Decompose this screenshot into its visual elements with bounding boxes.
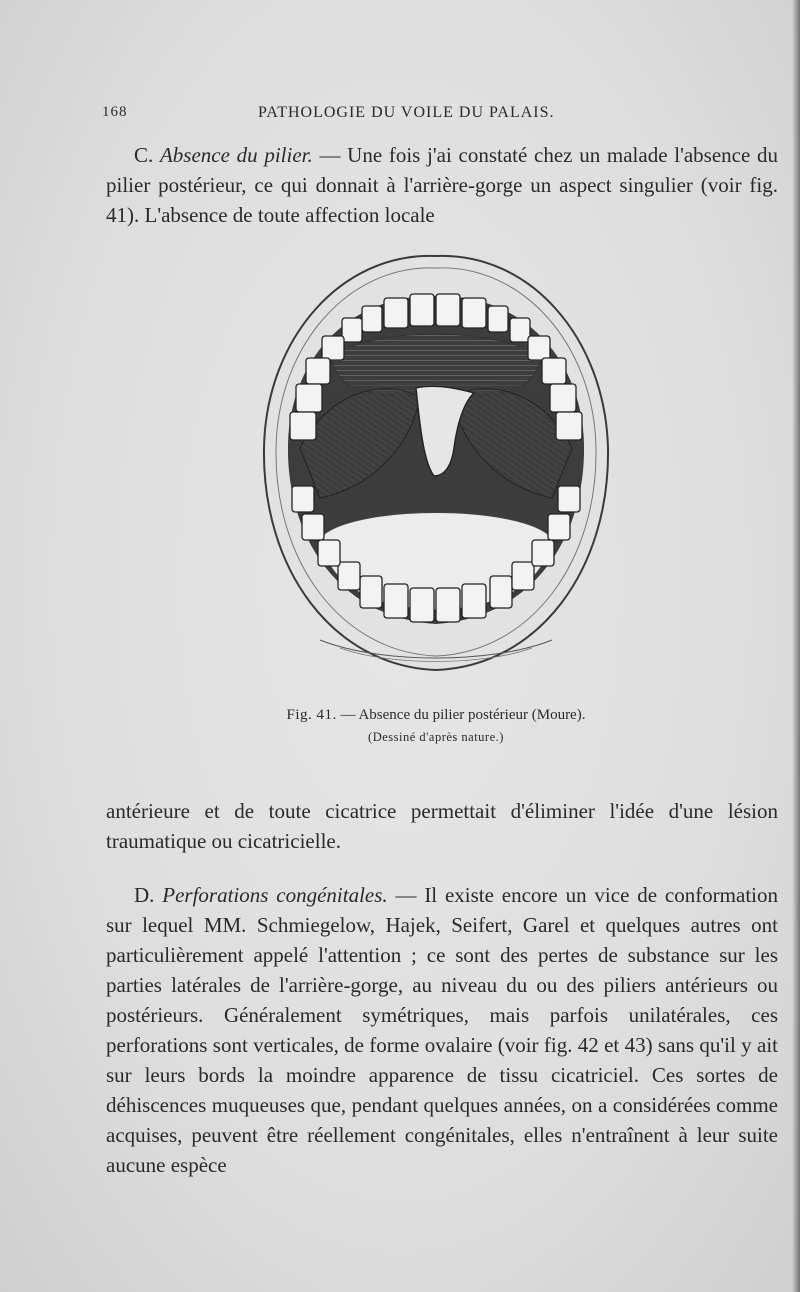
section-d-text: — Il existe encore un vice de conformation sur lequel MM. Schmiegelow, Hajek, Seifert, Garel et quelques autres ont particulièrement appelé l'attention ; ce sont des pertes de substance sur les parties latérales de l'arrière-gorge, au niveau du ou des piliers antérieurs ou postérieurs. Généralement symétriques, mais parfois unilatérales, ces perforations sont verticales, de forme ovalaire (voir fig. 42 et 43) sans qu'il y ait sur leurs bords la moindre apparence de tissu cicatriciel. Ces sortes de déhiscences muqueuses que, pendant quelques années, on a considérées comme acquises, peuvent être réellement congénitales, elles n'entraînent à leur suite aucune espèce	[106, 883, 779, 1177]
section-d-paragraph	[106, 880, 778, 1180]
section-c-title: Absence du pilier.	[159, 143, 313, 167]
figure-caption-subtitle: (Dessiné d'après nature.)	[368, 730, 504, 744]
figure-caption	[216, 704, 656, 748]
figure-caption-text: — Absence du pilier postérieur (Moure).	[336, 707, 586, 723]
running-head: PATHOLOGIE DU VOILE DU PALAIS.	[258, 104, 555, 121]
section-d-title: Perforations congénitales.	[162, 883, 388, 907]
continuation-text: antérieure et de toute cicatrice permettait d'éliminer l'idée d'une lésion traumatique ou cicatricielle.	[106, 799, 778, 853]
section-c-text: — Une fois j'ai constaté chez un malade l'absence du pilier postérieur, ce qui donnait à l'arrière-gorge un aspect singulier (voir fig. 41). L'absence de toute affection locale	[106, 143, 779, 227]
section-c-paragraph	[106, 140, 778, 230]
page-number: 168	[102, 104, 128, 120]
open-mouth-drawing	[260, 248, 612, 678]
continuation-paragraph	[106, 796, 778, 856]
page-header	[102, 98, 762, 124]
figure-label: Fig. 41.	[286, 707, 337, 723]
section-c-letter: C.	[134, 143, 154, 167]
figure-41-illustration	[260, 248, 612, 678]
section-d-letter: D.	[134, 883, 155, 907]
